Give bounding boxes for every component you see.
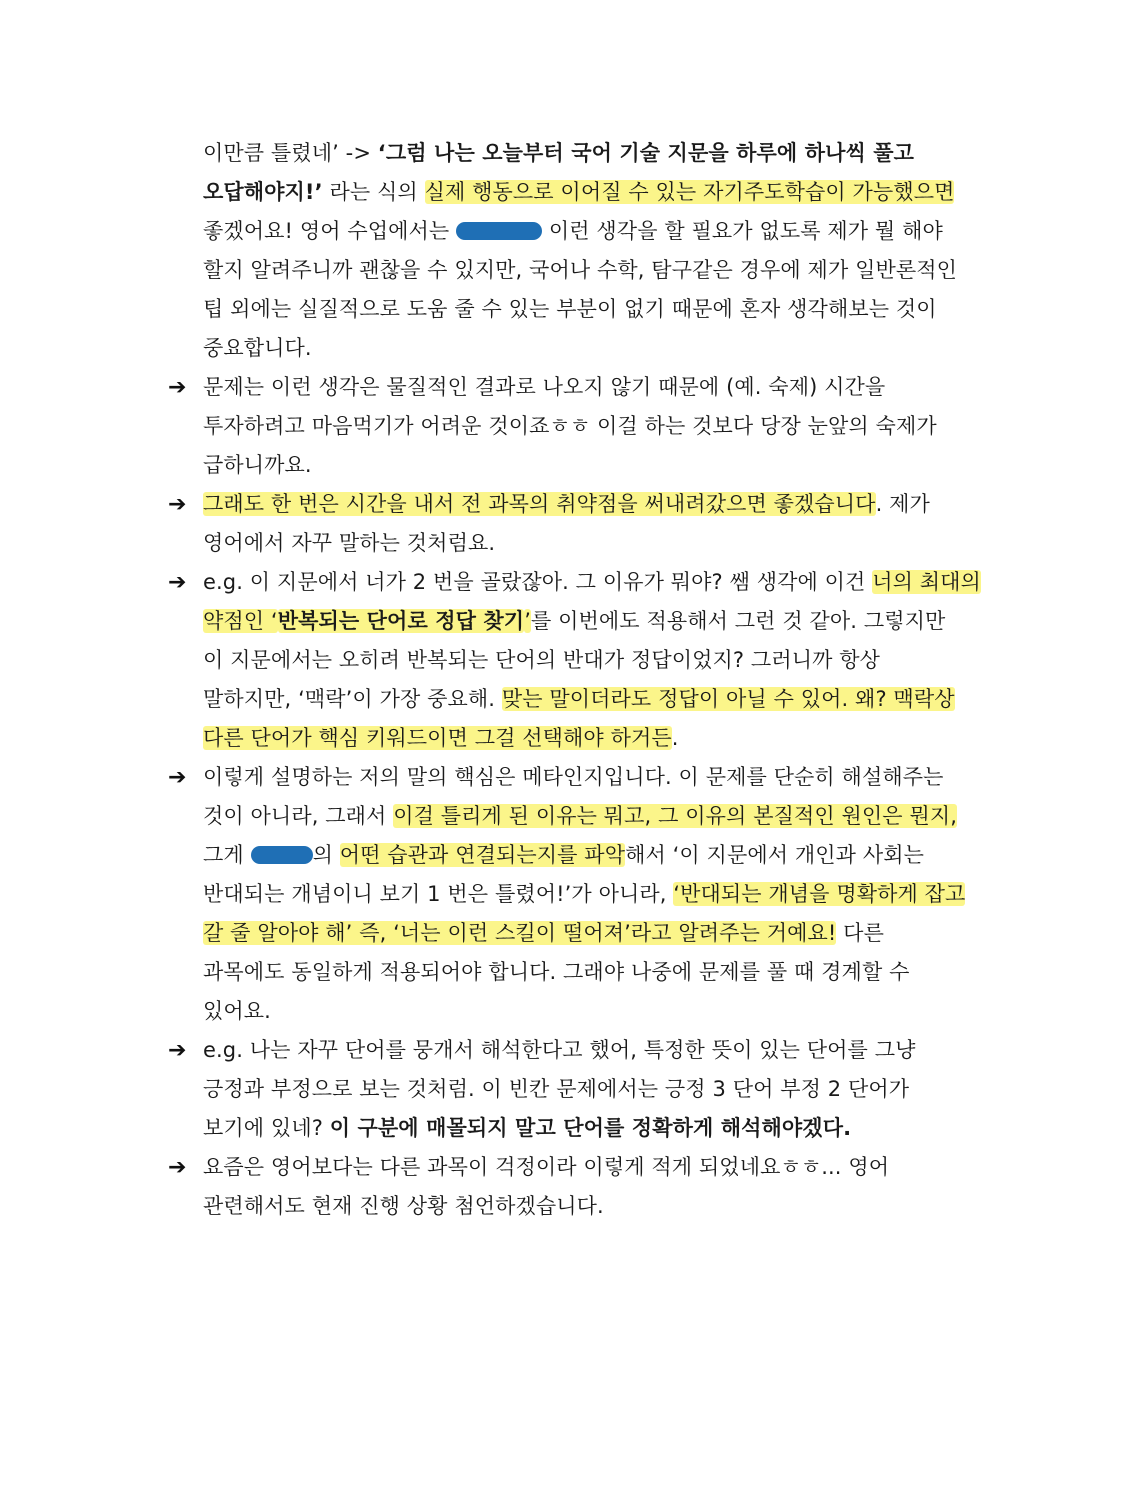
paragraph-line: 이 지문에서는 오히려 반복되는 단어의 반대가 정답이었지? 그러니까 항상 <box>203 648 881 672</box>
bullet-line: e.g. 이 지문에서 너가 2 번을 골랐잖아. 그 이유가 뭐야? 쌤 생각에 이건 너의 최대의 <box>203 570 981 594</box>
highlighted-text: 어떤 습관과 연결되는지를 파악 <box>339 843 626 867</box>
redaction-mark <box>456 222 542 240</box>
paragraph-line: 오답해야지!’ 라는 식의 실제 행동으로 이어질 수 있는 자기주도학습이 가능했으면 <box>203 180 955 204</box>
paragraph-line: 팁 외에는 실질적으로 도움 줄 수 있는 부분이 없기 때문에 혼자 생각해보는 것이 <box>203 297 937 321</box>
bullet-line: 요즘은 영어보다는 다른 과목이 걱정이라 이렇게 적게 되었네요ㅎㅎ... 영어 <box>203 1155 890 1179</box>
bullet-line: 그래도 한 번은 시간을 내서 전 과목의 취약점을 써내려갔으면 좋겠습니다. 제가 <box>203 492 930 516</box>
right-arrow-icon: ➔ <box>168 570 187 595</box>
paragraph-line: 이만큼 틀렸네’ -> ‘그럼 나는 오늘부터 국어 기술 지문을 하루에 하나씩 풀고 <box>203 141 915 165</box>
right-arrow-icon: ➔ <box>168 765 187 790</box>
paragraph-line: 것이 아니라, 그래서 이걸 틀리게 된 이유는 뭐고, 그 이유의 본질적인 원인은 뭔지, <box>203 804 957 828</box>
right-arrow-icon: ➔ <box>168 1155 187 1180</box>
paragraph-line: 그게 의 어떤 습관과 연결되는지를 파악해서 ‘이 지문에서 개인과 사회는 <box>203 843 924 867</box>
paragraph-line: 있어요. <box>203 999 271 1023</box>
paragraph-line: 갈 줄 알아야 해’ 즉, ‘너는 이런 스킬이 떨어져’라고 알려주는 거예요! 다른 <box>203 921 884 945</box>
paragraph-line: 할지 알려주니까 괜찮을 수 있지만, 국어나 수학, 탐구같은 경우에 제가 일반론적인 <box>203 258 958 282</box>
highlighted-text: 맞는 말이더라도 정답이 아닐 수 있어. 왜? 맥락상 <box>501 687 955 711</box>
paragraph-line: 말하지만, ‘맥락’이 가장 중요해. 맞는 말이더라도 정답이 아닐 수 있어. 왜? 맥락상 <box>203 687 955 711</box>
redaction-mark <box>251 846 313 864</box>
right-arrow-icon: ➔ <box>168 375 187 400</box>
highlighted-text: 다른 단어가 핵심 키워드이면 그걸 선택해야 하거든 <box>203 726 672 750</box>
paragraph-line: 반대되는 개념이니 보기 1 번은 틀렸어!’가 아니라, ‘반대되는 개념을 명확하게 잡고 <box>203 882 966 906</box>
highlighted-text: 실제 행동으로 이어질 수 있는 자기주도학습이 가능했으면 <box>424 180 955 204</box>
paragraph-line: 영어에서 자꾸 말하는 것처럼요. <box>203 531 496 555</box>
highlighted-text: 너의 최대의 <box>872 570 981 594</box>
highlighted-text: 이걸 틀리게 된 이유는 뭐고, 그 이유의 본질적인 원인은 뭔지, <box>393 804 957 828</box>
paragraph-line: 긍정과 부정으로 보는 것처럼. 이 빈칸 문제에서는 긍정 3 단어 부정 2 단어가 <box>203 1077 910 1101</box>
paragraph-line: 중요합니다. <box>203 336 312 360</box>
right-arrow-icon: ➔ <box>168 1038 187 1063</box>
paragraph-line: 관련해서도 현재 진행 상황 첨언하겠습니다. <box>203 1194 604 1218</box>
paragraph-line: 과목에도 동일하게 적용되어야 합니다. 그래야 나중에 문제를 풀 때 경계할 수 <box>203 960 910 984</box>
right-arrow-icon: ➔ <box>168 492 187 517</box>
paragraph-line: 보기에 있네? 이 구분에 매몰되지 말고 단어를 정확하게 해석해야겠다. <box>203 1116 852 1140</box>
bullet-line: e.g. 나는 자꾸 단어를 뭉개서 해석한다고 했어, 특정한 뜻이 있는 단어를 그냥 <box>203 1038 916 1062</box>
highlighted-text: 그래도 한 번은 시간을 내서 전 과목의 취약점을 써내려갔으면 좋겠습니다 <box>203 492 876 516</box>
highlighted-text: ‘반대되는 개념을 명확하게 잡고 <box>673 882 966 906</box>
paragraph-line: 급하니까요. <box>203 453 312 477</box>
highlighted-text: 갈 줄 알아야 해’ 즉, ‘너는 이런 스킬이 떨어져’라고 알려주는 거예요! <box>203 921 837 945</box>
bullet-line: 문제는 이런 생각은 물질적인 결과로 나오지 않기 때문에 (예. 숙제) 시간을 <box>203 375 886 399</box>
paragraph-line: 좋겠어요! 영어 수업에서는 이런 생각을 할 필요가 없도록 제가 뭘 해야 <box>203 219 943 243</box>
paragraph-line: 약점인 ‘반복되는 단어로 정답 찾기’를 이번에도 적용해서 그런 것 같아. 그렇지만 <box>203 609 946 633</box>
paragraph-line: 다른 단어가 핵심 키워드이면 그걸 선택해야 하거든. <box>203 726 679 750</box>
bullet-line: 이렇게 설명하는 저의 말의 핵심은 메타인지입니다. 이 문제를 단순히 해설해주는 <box>203 765 944 789</box>
paragraph-line: 투자하려고 마음먹기가 어려운 것이죠ㅎㅎ 이걸 하는 것보다 당장 눈앞의 숙제가 <box>203 414 937 438</box>
